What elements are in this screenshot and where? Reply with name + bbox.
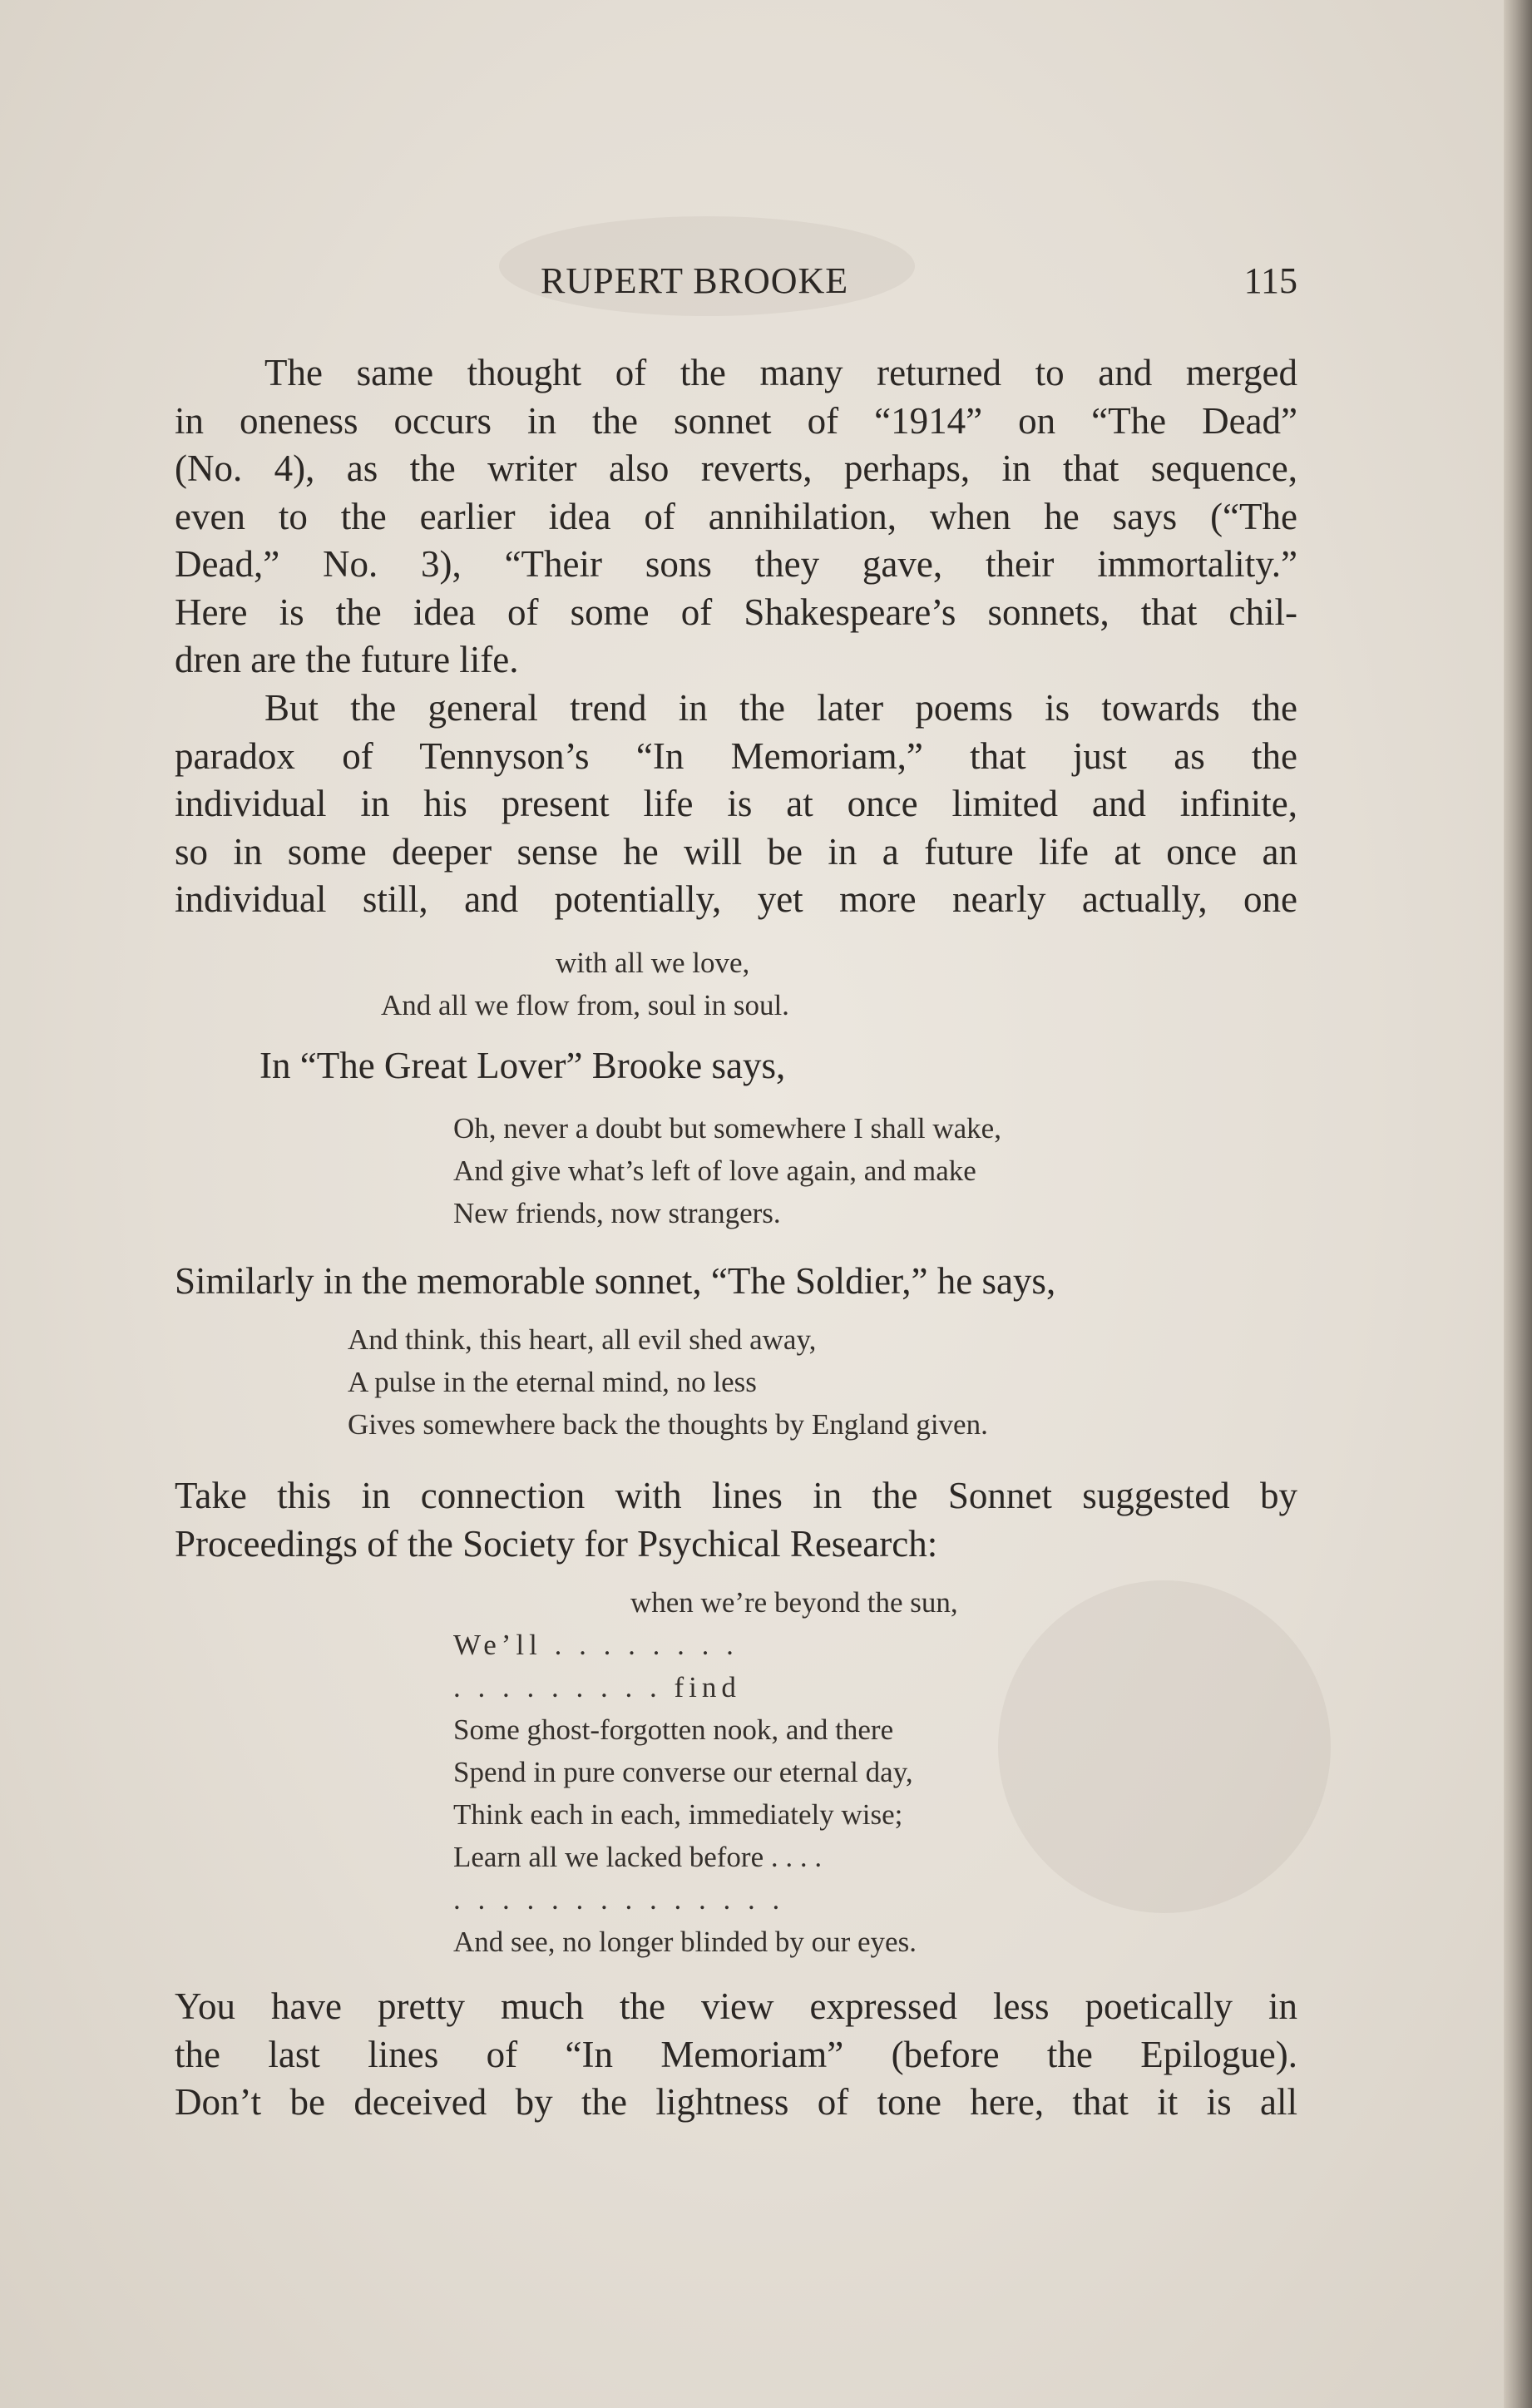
text-line: Don’t be deceived by the lightness of tone here, that it is all [175,2081,1297,2123]
text-line: In “The Great Lover” Brooke says, [259,1045,786,1086]
text-line: the last lines of “In Memoriam” (before the Epilogue). [175,2033,1297,2075]
text-line: You have pretty much the view expressed less poetically in [175,1985,1297,2027]
verse-line: And all we flow from, soul in soul. [381,989,789,1021]
text-line: The same thought of the many returned to and merged [264,352,1297,393]
paragraph-1 [175,349,1297,685]
running-header [175,260,1297,309]
verse-line: Spend in pure converse our eternal day, [453,1756,913,1788]
text-line: Take this in connection with lines in the Sonnet suggested by [175,1475,1297,1516]
verse-line: And give what’s left of love again, and make [453,1155,976,1187]
great-lover-intro [259,1042,1174,1090]
verse-line: with all we love, [556,947,750,979]
text-line: paradox of Tennyson’s “In Memoriam,” that just as the [175,734,1297,777]
text-line: so in some deeper sense he will be in a future life at once an [175,830,1297,873]
verse-line: Oh, never a doubt but somewhere I shall wake, [453,1112,1001,1145]
paragraph-2 [175,685,1297,924]
text-line: in oneness occurs in the sonnet of “1914” on “The Dead” [175,399,1297,442]
page-edge [1504,0,1532,2408]
verse-line: . . . . . . . . . find [453,1671,741,1703]
verse-line: And see, no longer blinded by our eyes. [453,1926,917,1958]
verse-line: when we’re beyond the sun, [630,1586,958,1619]
text-line: Similarly in the memorable sonnet, “The Soldier,” he says, [175,1260,1056,1302]
verse-quote-1 [381,942,789,1026]
verse-line: We’ll . . . . . . . . [453,1629,739,1661]
verse-quote-3 [348,1318,988,1446]
text-line: Proceedings of the Society for Psychical Research: [175,1522,938,1565]
text-line: even to the earlier idea of annihilation, when he says (“The [175,495,1297,537]
text-line: individual still, and potentially, yet more nearly actually, one [175,878,1297,920]
paragraph-4 [175,1983,1297,2127]
running-title: RUPERT BROOKE [541,260,849,301]
verse-line: Some ghost-forgotten nook, and there [453,1713,894,1746]
text-line: Here is the idea of some of Shakespeare’s sonnets, that chil- [175,591,1297,633]
text-line: dren are the future life. [175,639,519,680]
page-number: 115 [1243,260,1297,301]
verse-line: Learn all we lacked before . . . . [453,1841,823,1873]
text-line: Dead,” No. 3), “Their sons they gave, their immortality.” [175,543,1297,585]
verse-line: And think, this heart, all evil shed away, [348,1323,817,1356]
verse-line: Gives somewhere back the thoughts by England given. [348,1408,988,1441]
text-line: (No. 4), as the writer also reverts, perhaps, in that sequence, [175,447,1297,489]
verse-line: A pulse in the eternal mind, no less [348,1366,757,1398]
verse-line: New friends, now strangers. [453,1197,781,1229]
paper-stain [998,1580,1331,1913]
text-line: individual in his present life is at once limited and infinite, [175,783,1297,824]
soldier-intro [175,1258,1297,1306]
paragraph-3 [175,1472,1297,1568]
verse-line: Think each in each, immediately wise; [453,1798,903,1831]
verse-line: . . . . . . . . . . . . . . [453,1883,785,1916]
verse-quote-4 [453,1581,958,1963]
text-line: But the general trend in the later poems is towards the [264,687,1297,729]
verse-quote-2 [453,1107,1001,1234]
